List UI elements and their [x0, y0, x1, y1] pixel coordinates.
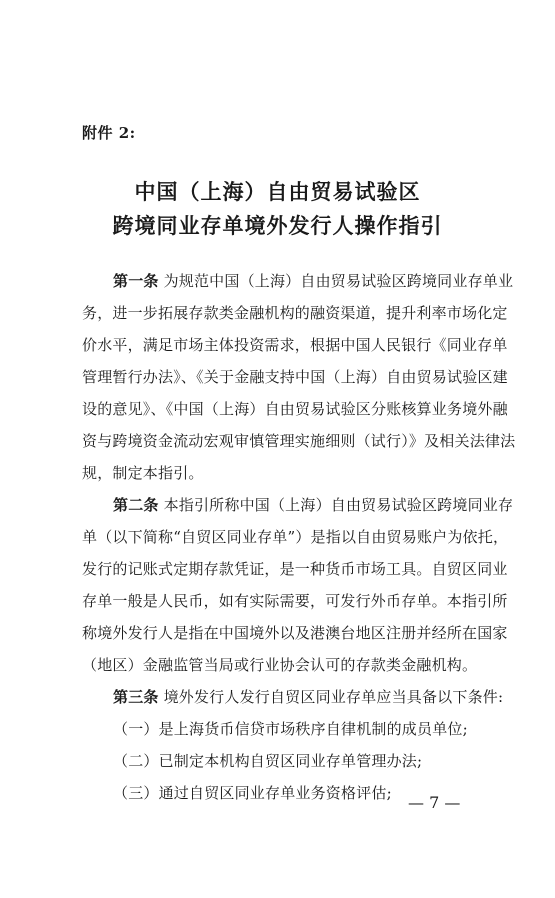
article1-line-7: 规，制定本指引。: [82, 464, 204, 482]
attachment-label: 附件 2:: [82, 124, 136, 142]
article3-line-1: [113, 686, 503, 707]
article1-line-4: 管理暂行办法》、《关于金融支持中国（上海）自由贸易试验区建: [82, 368, 508, 386]
article3-text-1: 境外发行人发行自贸区同业存单应当具备以下条件:: [163, 688, 504, 706]
article2-text-1: 本指引所称中国（上海）自由贸易试验区跨境同业存: [163, 496, 514, 514]
article2-line-1: [113, 494, 513, 515]
article3-item-2: （二）已制定本机构自贸区同业存单管理办法;: [113, 752, 423, 770]
article1-line-1: [113, 270, 513, 291]
article1-text-1: 为规范中国（上海）自由贸易试验区跨境同业存单业: [163, 272, 514, 290]
article1-line-6: 资与跨境资金流动宏观审慎管理实施细则（试行）》及相关法律法: [82, 432, 516, 450]
article1-line-2: 务，进一步拓展存款类金融机构的融资渠道，提升利率市场化定: [82, 304, 508, 322]
article2-line-6: （地区）金融监管当局或行业协会认可的存款类金融机构。: [82, 656, 478, 674]
article3-item-3: （三）通过自贸区同业存单业务资格评估;: [113, 784, 392, 802]
article1-line-3: 价水平，满足市场主体投资需求，根据中国人民银行《同业存单: [82, 336, 508, 354]
article1-heading: 第一条: [113, 272, 159, 290]
article2-line-5: 称境外发行人是指在中国境外以及港澳台地区注册并经所在国家: [82, 624, 508, 642]
article2-line-3: 发行的记账式定期存款凭证，是一种货币市场工具。自贸区同业: [82, 560, 508, 578]
page-number: — 7 —: [408, 793, 461, 812]
article2-line-4: 存单一般是人民币，如有实际需要，可发行外币存单。本指引所: [82, 592, 508, 610]
title-line-1: 中国（上海）自由贸易试验区: [134, 179, 421, 204]
article2-heading: 第二条: [113, 496, 159, 514]
article3-heading: 第三条: [113, 688, 159, 706]
title-line-2: 跨境同业存单境外发行人操作指引: [112, 213, 443, 238]
article1-line-5: 设的意见》、《中国（上海）自由贸易试验区分账核算业务境外融: [82, 400, 508, 418]
article3-item-1: （一）是上海货币信贷市场秩序自律机制的成员单位;: [113, 720, 468, 738]
article2-line-2: 单（以下简称“自贸区同业存单”）是指以自由贸易账户为依托，: [82, 528, 509, 546]
